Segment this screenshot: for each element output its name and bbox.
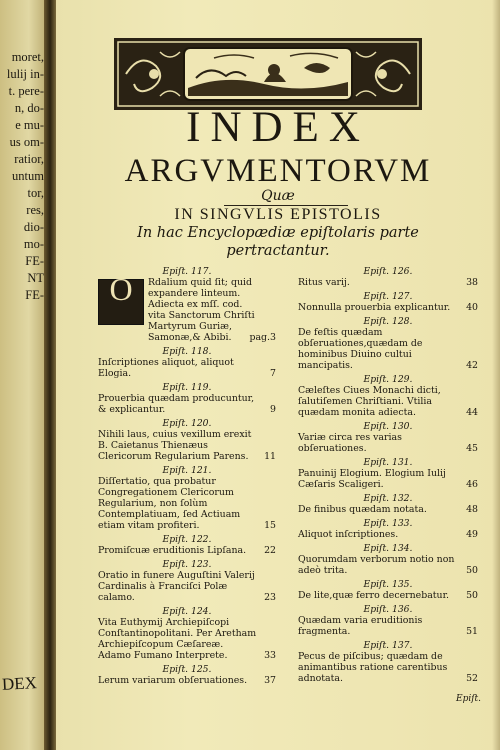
- drop-cap-letter: O: [109, 271, 133, 307]
- entry-line: [298, 504, 478, 515]
- entry-line: [298, 554, 478, 576]
- epistle-number: Epiſt. 122.: [162, 534, 212, 545]
- index-entry: [298, 421, 478, 454]
- epistle-number: Epiſt. 123.: [162, 559, 212, 570]
- epistle-number: Epiſt. 125.: [162, 664, 212, 675]
- index-entry: [298, 291, 478, 313]
- entry-text: Cæleſtes Ciues Monachi dicti, ſalutiſemen Chriſtiani. Vtilia quædam monita adiecta.: [298, 385, 441, 418]
- entry-page-number: 45: [466, 443, 478, 454]
- entry-text: Prouerbia quædam producuntur, & explicantur.: [98, 393, 255, 415]
- entry-page-number: 40: [466, 302, 478, 313]
- index-entry: [298, 266, 478, 288]
- argumentorum-title: ARGVMENTORVM: [124, 153, 432, 189]
- entry-page-number: 22: [264, 545, 276, 556]
- epistle-number: Epiſt. 135.: [363, 579, 413, 590]
- facing-page-line: dio-: [23, 220, 44, 234]
- facing-page-line: e mu-: [15, 118, 44, 132]
- epistle-number: Epiſt. 128.: [363, 316, 413, 327]
- entry-page-number: 50: [466, 590, 478, 601]
- epistle-number: Epiſt. 136.: [363, 604, 413, 615]
- index-entry: [298, 604, 478, 637]
- entry-text: Quorumdam verborum notio non adeò trita.: [298, 554, 455, 576]
- index-entry: [98, 534, 276, 556]
- entry-text: Rdalium quid ſit; quid expandere linteum. Adiecta ex mſſ. cod. vita Sanctorum Chriſti Martyrum Guriæ, Samonæ,& Abibi.: [148, 277, 255, 343]
- epistle-number: Epiſt. 120.: [162, 418, 212, 429]
- epistle-number: Epiſt. 127.: [363, 291, 413, 302]
- entry-line: [298, 615, 478, 637]
- entry-page-number: 52: [466, 673, 478, 684]
- entry-text: Nonnulla prouerbia explicantur.: [298, 302, 451, 313]
- index-entry: [98, 382, 276, 415]
- book-spine: [44, 0, 56, 750]
- entry-line: [148, 277, 276, 343]
- facing-page-footer-text: DEX: [1, 673, 38, 694]
- entry-line: [98, 429, 276, 462]
- epistle-number: Epiſt. 121.: [162, 465, 212, 476]
- index-entry: [98, 465, 276, 531]
- entry-page-number: 11: [264, 451, 276, 462]
- entry-text: Vita Euthymij Archiepiſcopi Conſtantinopolitani. Per Aretham Archiepiſcopum Cæſareæ. Adamo Fumano Interprete.: [98, 617, 257, 661]
- entry-text: Lerum variarum obſeruationes.: [98, 675, 248, 686]
- entry-text: Nihili laus, cuius vexillum erexit B. Caietanus Thienæus Clericorum Regularium Parens.: [98, 429, 252, 462]
- subtitle-pertractantur: pertractantur.: [226, 243, 330, 259]
- entry-page-number: 51: [466, 626, 478, 637]
- facing-page-line: n, do-: [14, 101, 44, 115]
- entry-page-number: 7: [270, 368, 276, 379]
- epistle-number: Epiſt. 126.: [363, 266, 413, 277]
- index-entry: [98, 346, 276, 379]
- entry-text: Diſſertatio, qua probatur Congregationem Clericorum Regularium, non ſolùm Contemplatiuam, ſed Actiuam etiam vitam profiteri.: [98, 476, 241, 531]
- entry-page-number: 9: [270, 404, 276, 415]
- facing-page-line: mo-: [23, 237, 44, 251]
- index-entry: [98, 606, 276, 661]
- epistle-number: Epiſt. 118.: [162, 346, 212, 357]
- entry-text: Panuinij Elogium. Elogium Iulij Cæſaris Scaligeri.: [298, 468, 446, 490]
- entry-text: Variæ circa res varias obſeruationes.: [298, 432, 402, 454]
- index-entry: [298, 493, 478, 515]
- entry-line: [298, 529, 478, 540]
- epistle-number: Epiſt. 132.: [363, 493, 413, 504]
- entry-line: [98, 617, 276, 661]
- facing-page-line: NT: [27, 271, 44, 285]
- index-entry: [298, 457, 478, 490]
- entry-text: De lite,quæ ferro decernebatur.: [298, 590, 450, 601]
- entry-page-number: 15: [264, 520, 276, 531]
- facing-page-line: res,: [26, 203, 44, 217]
- entry-text: Inſcriptiones aliquot, aliquot Elogia.: [98, 357, 234, 379]
- epistle-number: Epiſt. 124.: [162, 606, 212, 617]
- catchword: Epiſt.: [456, 694, 482, 704]
- index-column-right: [298, 264, 478, 687]
- entry-line: [298, 590, 478, 601]
- facing-page-line: FE-: [25, 254, 44, 268]
- entry-text: De feſtis quædam obſeruationes,quædam de hominibus Diuino cultui mancipatis.: [298, 327, 423, 371]
- entry-line: [98, 545, 276, 556]
- book-page: [56, 0, 500, 750]
- epistle-number: Epiſt. 131.: [363, 457, 413, 468]
- index-entry: [298, 640, 478, 684]
- drop-cap: [98, 271, 144, 325]
- entry-line: [298, 468, 478, 490]
- entry-text: De finibus quædam notata.: [298, 504, 427, 515]
- entry-line: [298, 651, 478, 684]
- facing-page-line: lulij in-: [6, 67, 44, 81]
- epistle-number: Epiſt. 130.: [363, 421, 413, 432]
- entry-text: Quædam varia eruditionis fragmenta.: [298, 615, 423, 637]
- entry-text: Ritus varij.: [298, 277, 350, 288]
- epistle-number: Epiſt. 133.: [363, 518, 413, 529]
- index-entry: [298, 316, 478, 371]
- epistle-number: Epiſt. 137.: [363, 640, 413, 651]
- facing-page-line: us om-: [9, 135, 44, 149]
- index-column-left: [98, 264, 276, 689]
- facing-page-edge: [0, 0, 48, 750]
- facing-page-line: untum: [12, 169, 44, 183]
- epistle-number: Epiſt. 117.: [162, 266, 212, 277]
- facing-page-line: tor,: [27, 186, 44, 200]
- subtitle-epistolis: IN SINGVLIS EPISTOLIS: [174, 206, 382, 223]
- entry-page-number: 48: [466, 504, 478, 515]
- entry-line: [98, 675, 276, 686]
- entry-page-number: 42: [466, 360, 478, 371]
- entry-page-number: 49: [466, 529, 478, 540]
- entry-page-number: 23: [264, 592, 276, 603]
- quae-heading: Quæ: [261, 188, 295, 204]
- index-entry: [98, 664, 276, 686]
- entry-page-number: pag.3: [249, 332, 276, 343]
- index-entry: [98, 559, 276, 603]
- entry-page-number: 33: [264, 650, 276, 661]
- entry-line: [98, 476, 276, 531]
- entry-page-number: 50: [466, 565, 478, 576]
- index-entry: [298, 518, 478, 540]
- entry-line: [298, 327, 478, 371]
- index-entry: [98, 266, 276, 343]
- entry-line: [298, 277, 478, 288]
- facing-page-line: ratior,: [14, 152, 44, 166]
- entry-line: [298, 432, 478, 454]
- index-entry: [98, 418, 276, 462]
- entry-line: [98, 393, 276, 415]
- epistle-number: Epiſt. 119.: [162, 382, 212, 393]
- entry-page-number: 46: [466, 479, 478, 490]
- entry-page-number: 37: [264, 675, 276, 686]
- epistle-number: Epiſt. 134.: [363, 543, 413, 554]
- entry-page-number: 44: [466, 407, 478, 418]
- entry-line: [98, 357, 276, 379]
- facing-page-line: moret,: [11, 50, 44, 64]
- entry-text: Promiſcuæ eruditionis Lipſana.: [98, 545, 247, 556]
- index-entry: [298, 579, 478, 601]
- headpiece-ornament: [114, 38, 422, 110]
- entry-line: [98, 570, 276, 603]
- index-entry: [298, 543, 478, 576]
- entry-text: Aliquot inſcriptiones.: [298, 529, 399, 540]
- entry-page-number: 38: [466, 277, 478, 288]
- subtitle-encyclopaedia: In hac Encyclopædiæ epiſtolaris parte: [137, 225, 419, 241]
- entry-line: [298, 385, 478, 418]
- epistle-number: Epiſt. 129.: [363, 374, 413, 385]
- facing-page-line: t. pere-: [8, 84, 44, 98]
- index-entry: [298, 374, 478, 418]
- entry-line: [298, 302, 478, 313]
- entry-text: Pecus de piſcibus; quædam de animantibus ratione carentibus adnotata.: [298, 651, 448, 684]
- entry-text: Oratio in funere Auguſtini Valerij Cardinalis à Franciſci Polæ calamo.: [98, 570, 255, 603]
- facing-page-line: FE-: [25, 288, 44, 302]
- index-title: INDEX: [186, 104, 370, 151]
